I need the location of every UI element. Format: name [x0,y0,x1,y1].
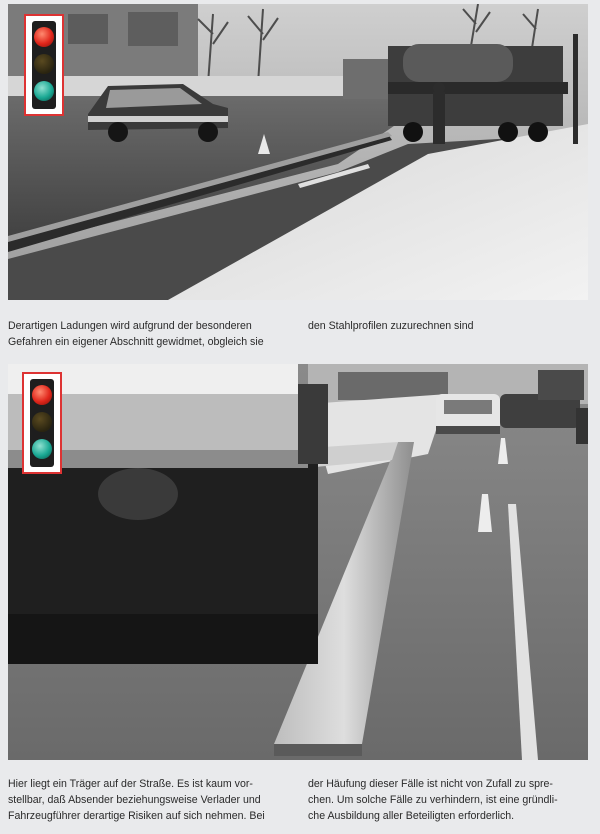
caption-2-left [8,776,288,824]
green-lamp-icon [34,81,54,101]
traffic-light-icon [24,14,64,116]
caption-line: stellbar, daß Absender beziehungsweise Verlader und [8,794,261,806]
traffic-light-housing [30,379,54,467]
photo-street-steel-profile [8,4,588,300]
caption-line: der Häufung dieser Fälle ist nicht von Zufall zu spre- [308,778,553,790]
amber-lamp-icon [34,54,54,74]
traffic-light-icon [22,372,62,474]
caption-line: chen. Um solche Fälle zu verhindern, ist eine gründli- [308,794,558,806]
caption-2-right [308,776,588,824]
traffic-light-housing [32,21,56,109]
amber-lamp-icon [32,412,52,432]
caption-1-right [308,318,592,334]
photo-beam-on-road [8,364,588,760]
caption-line: Fahrzeugführer derartige Risiken auf sich nehmen. Bei [8,810,265,822]
red-lamp-icon [34,27,54,47]
caption-1-left [8,318,292,350]
caption-line: den Stahlprofilen zuzurechnen sind [308,320,474,332]
red-lamp-icon [32,385,52,405]
green-lamp-icon [32,439,52,459]
caption-line: Gefahren ein eigener Abschnitt gewidmet, obgleich sie [8,336,264,348]
caption-line: Hier liegt ein Träger auf der Straße. Es ist kaum vor- [8,778,253,790]
caption-line: che Ausbildung aller Beteiligten erforderlich. [308,810,515,822]
photo-2-illustration [8,364,588,760]
photo-1-illustration [8,4,588,300]
caption-line: Derartigen Ladungen wird aufgrund der besonderen [8,320,252,332]
